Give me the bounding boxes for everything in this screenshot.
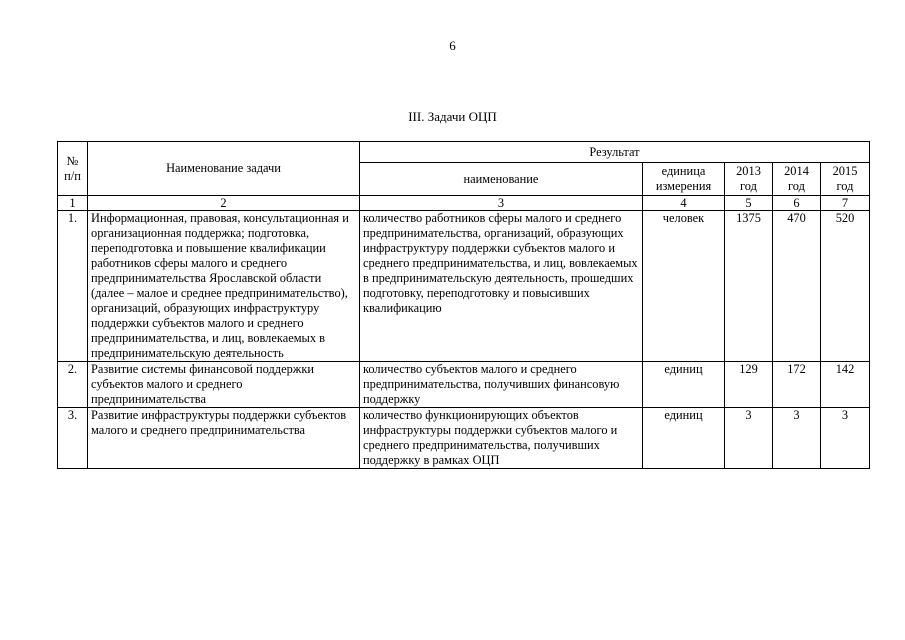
result-name-cell: количество субъектов малого и среднего предпринимательства, получивших финансовую поддержку (360, 362, 643, 408)
column-number: 7 (821, 196, 870, 211)
header-year-2014: 2014 год (773, 163, 821, 196)
row-num: 1. (58, 211, 88, 362)
column-number: 4 (643, 196, 725, 211)
unit-cell: человек (643, 211, 725, 362)
value-2015-cell: 3 (821, 408, 870, 469)
table-row (58, 211, 870, 362)
value-2013-cell: 129 (725, 362, 773, 408)
row-num: 2. (58, 362, 88, 408)
result-name-cell: количество работников сферы малого и среднего предпринимательства, организаций, образующих инфраструктуру поддержки субъектов малого и среднего предпринимательства, и лиц, вовлекаемых в предпринимательскую деятельность, прошедших подготовку, переподготовку и повысивших квалификацию (360, 211, 643, 362)
value-2014-cell: 470 (773, 211, 821, 362)
value-2015-cell: 142 (821, 362, 870, 408)
header-result-name: наименование (360, 163, 643, 196)
header-result: Результат (360, 142, 870, 163)
header-num: № п/п (58, 142, 88, 196)
section-title: III. Задачи ОЦП (408, 109, 497, 124)
column-number: 5 (725, 196, 773, 211)
column-number: 2 (88, 196, 360, 211)
table-row (58, 362, 870, 408)
column-number: 1 (58, 196, 88, 211)
header-year-2015: 2015 год (821, 163, 870, 196)
value-2013-cell: 1375 (725, 211, 773, 362)
table-row (58, 408, 870, 469)
value-2013-cell: 3 (725, 408, 773, 469)
column-number: 6 (773, 196, 821, 211)
header-year-2013: 2013 год (725, 163, 773, 196)
header-task-name: Наименование задачи (88, 142, 360, 196)
value-2014-cell: 172 (773, 362, 821, 408)
task-name-cell: Информационная, правовая, консультационная и организационная поддержка; подготовка, переподготовка и повышение квалификации работников сферы малого и среднего предпринимательства Ярославской области (далее – малое и среднее предпринимательство), организаций, образующих инфраструктуру поддержки субъектов малого и среднего предпринимательства, и лиц, вовлекаемых в предпринимательскую деятельность (88, 211, 360, 362)
row-num: 3. (58, 408, 88, 469)
column-number-row (58, 196, 870, 211)
unit-cell: единиц (643, 362, 725, 408)
value-2014-cell: 3 (773, 408, 821, 469)
page-number: 6 (449, 38, 456, 53)
task-name-cell: Развитие инфраструктуры поддержки субъектов малого и среднего предпринимательства (88, 408, 360, 469)
header-unit: единица измерения (643, 163, 725, 196)
value-2015-cell: 520 (821, 211, 870, 362)
column-number: 3 (360, 196, 643, 211)
unit-cell: единиц (643, 408, 725, 469)
result-name-cell: количество функционирующих объектов инфраструктуры поддержки субъектов малого и среднего предпринимательства, получивших поддержку в рамках ОЦП (360, 408, 643, 469)
task-name-cell: Развитие системы финансовой поддержки субъектов малого и среднего предпринимательства (88, 362, 360, 408)
tasks-table (57, 141, 870, 469)
